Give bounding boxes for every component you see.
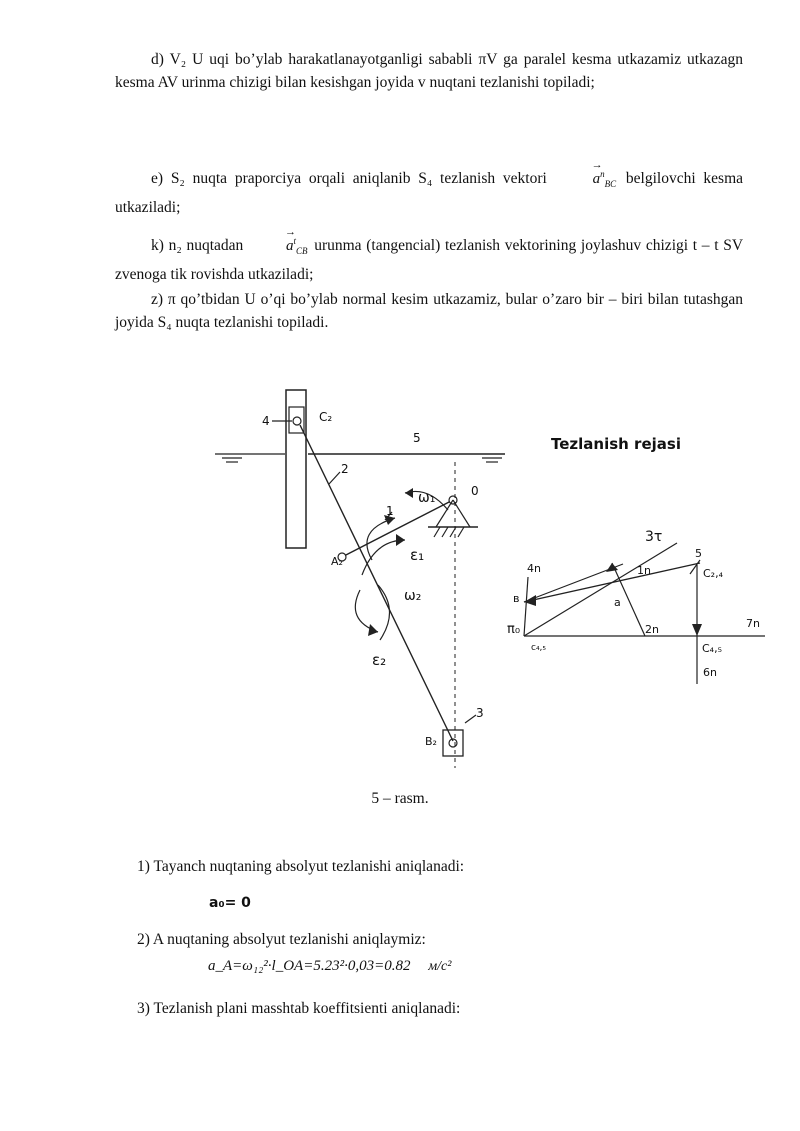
label-o: 0 xyxy=(471,484,479,498)
paragraph-d: d) V₂ U uqi bo’ylab harakatlanayotganligi sababli πV ga paralel kesma utkazamiz utkazagn kesma AV urinma chizigi bilan kesishgan joyida v nuqtani tezlanishi topiladi; xyxy=(115,51,743,91)
formula-a0: a₀= 0 xyxy=(209,895,251,911)
figure-caption: 5 – rasm. xyxy=(371,790,429,807)
plan-title: Tezlanish rejasi xyxy=(551,435,681,453)
label-a2: A₂ xyxy=(331,555,343,568)
plan-label-c24: C₂,₄ xyxy=(703,567,723,580)
plan-label-4n: 4n xyxy=(527,562,541,575)
plan-label-c45: C₄,₅ xyxy=(702,642,722,655)
label-5: 5 xyxy=(413,431,421,445)
label-1: 1 xyxy=(386,504,394,518)
item-3: 3) Tezlanish plani masshtab koeffitsienti aniqlanadi: xyxy=(137,1000,461,1017)
plan-label-6n: 6n xyxy=(703,666,717,679)
formula-aa xyxy=(208,958,451,975)
paragraph-k-end: urunma (tangencial) tezlanish vektorining joylashuv chizigi t – t SV zvenoga tik rovishda utkaziladi; xyxy=(115,237,744,283)
plan-label-b: в xyxy=(513,592,520,605)
formula-aa-expression: a_A=ω₁₂²·l_OA=5.23²·0,03=0.82 xyxy=(208,958,411,974)
paragraph-e xyxy=(115,159,744,219)
vector-a-bc-normal: → $a^n_{BC}$ xyxy=(591,159,617,189)
label-b2: B₂ xyxy=(425,735,437,748)
plan-label-a: a xyxy=(614,596,621,609)
plan-label-c45-origin: c₄,₅ xyxy=(531,643,547,653)
label-4: 4 xyxy=(262,414,270,428)
plan-label-pi0: π₀ xyxy=(507,622,521,637)
label-c2: C₂ xyxy=(319,410,333,424)
paragraph-k xyxy=(115,226,744,286)
plan-label-5: 5 xyxy=(695,547,702,560)
formula-unit: м/c² xyxy=(428,959,452,974)
label-omega2: ω₂ xyxy=(404,588,422,604)
plan-label-2n: 2n xyxy=(645,623,659,636)
paragraph-e-end: belgilovchi kesma utkaziladi; xyxy=(115,170,744,216)
figure-5 xyxy=(0,370,800,790)
plan-label-1n: 1n xyxy=(637,564,651,577)
label-omega1: ω₁ xyxy=(418,490,436,506)
vector-a-cb-tangential: → $a^t_{CB}$ xyxy=(284,226,308,256)
item-1: 1) Tayanch nuqtaning absolyut tezlanishi aniqlanadi: xyxy=(137,858,465,875)
plan-label-3tau: 3τ xyxy=(645,529,663,545)
paragraph-z: z) π qo’tbidan U o’qi bo’ylab normal kesim utkazamiz, bular o’zaro bir – biri bilan tutashgan joyida S₄ nuqta tezlanishi topiladi. xyxy=(115,291,743,331)
label-2: 2 xyxy=(341,462,349,476)
plan-label-7n: 7n xyxy=(746,617,760,630)
item-2: 2) A nuqtaning absolyut tezlanishi aniqlaymiz: xyxy=(137,931,426,948)
label-eps1: ε₁ xyxy=(410,546,425,564)
label-3: 3 xyxy=(476,706,484,720)
paragraph-k-start: k) n₂ nuqtadan xyxy=(151,237,244,254)
label-eps2: ε₂ xyxy=(372,651,387,669)
paragraph-e-start: e) S₂ nuqta praporciya orqali aniqlanib S₄ tezlanish vektori xyxy=(151,170,547,187)
